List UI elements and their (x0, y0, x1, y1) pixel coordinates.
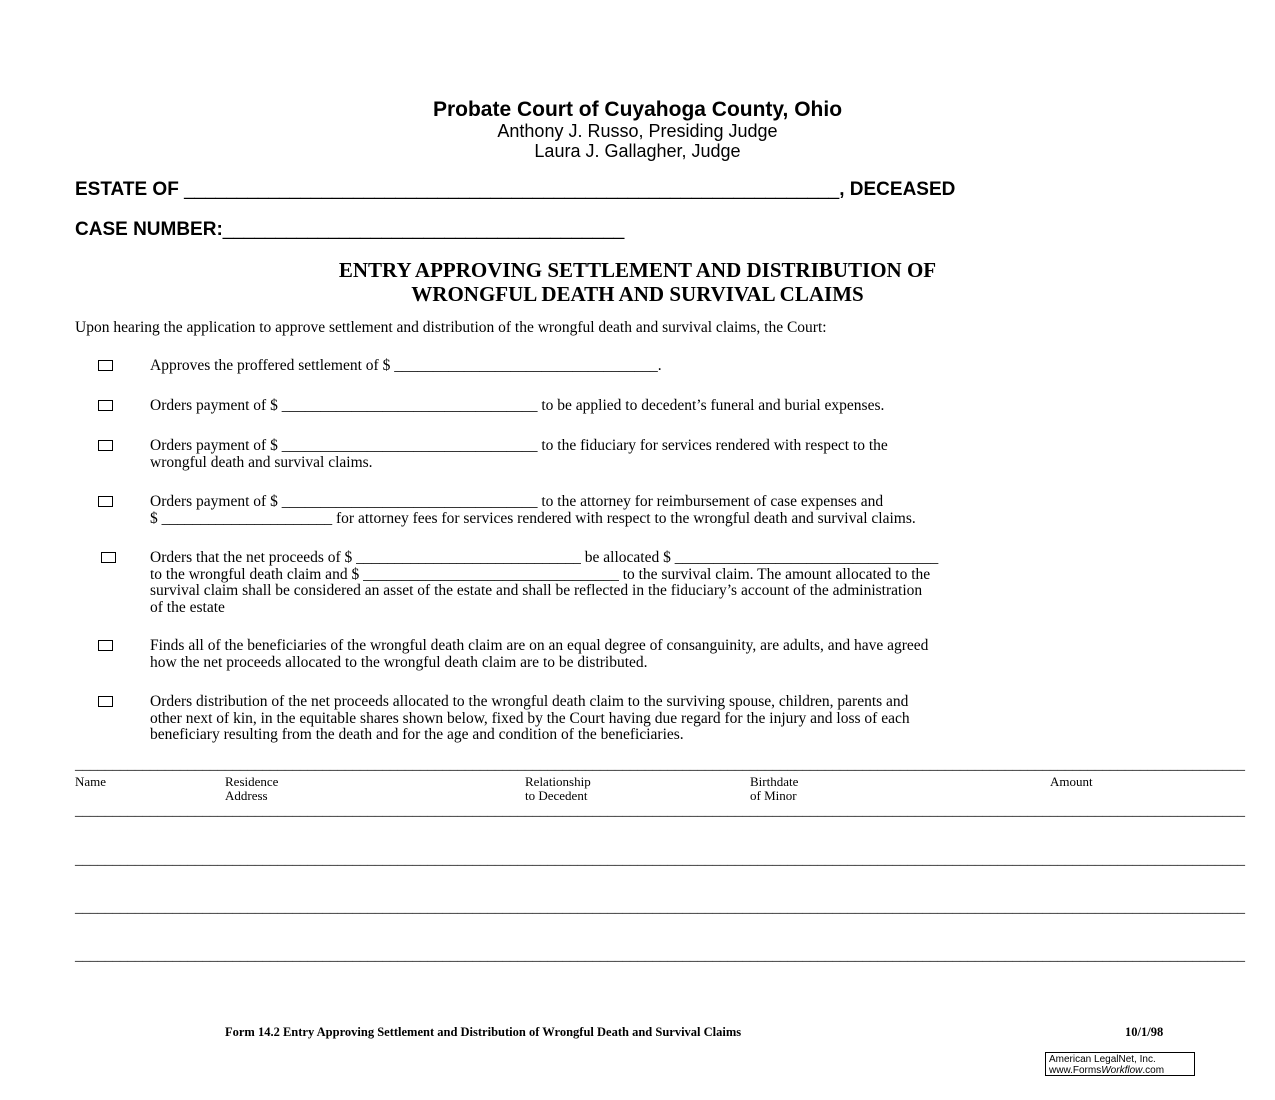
item-line: beneficiary resulting from the death and for the age and condition of the beneficiaries. (150, 726, 684, 743)
item-line: Orders distribution of the net proceeds allocated to the wrongful death claim to the surviving spouse, children, parents and (150, 693, 909, 710)
item-line: Orders that the net proceeds of $ _____________________________ be allocated $ __________________________________ (150, 549, 939, 566)
footer-form-title: Form 14.2 Entry Approving Settlement and Distribution of Wrongful Death and Survival Claims (225, 1025, 742, 1039)
judge: Laura J. Gallagher, Judge (534, 141, 741, 161)
checkbox-fiduciary-payment[interactable] (98, 440, 113, 451)
item-line: how the net proceeds allocated to the wrongful death claim are to be distributed. (150, 653, 648, 671)
badge-url-part: www.Forms (1049, 1065, 1102, 1076)
item-line: of the estate (150, 598, 225, 616)
checkbox-approve-settlement[interactable] (98, 360, 113, 371)
entry-title-line-1: ENTRY APPROVING SETTLEMENT AND DISTRIBUTION OF (338, 258, 937, 282)
intro-text: Upon hearing the application to approve settlement and distribution of the wrongful death and survival claims, the Court: (75, 319, 827, 336)
checkbox-net-proceeds-allocation[interactable] (101, 552, 116, 563)
column-relationship (525, 775, 591, 803)
item-net-proceeds-allocation (150, 550, 1205, 616)
case-number-field[interactable]: ______________________________________ (222, 219, 625, 240)
badge-company: American LegalNet, Inc. (1049, 1054, 1156, 1065)
item-line: other next of kin, in the equitable shares shown below, fixed by the Court having due regard for the injury and loss of each (150, 709, 910, 727)
badge-url-italic: Workflow (1101, 1065, 1143, 1076)
column-birthdate-line-2: of Minor (750, 788, 797, 803)
estate-line (75, 179, 1155, 201)
column-residence-line-2: Address (225, 788, 268, 803)
item-distribution-order (150, 694, 1205, 744)
checkbox-distribution-order[interactable] (98, 696, 113, 707)
item-line: survival claim shall be considered an asset of the estate and shall be reflected in the fiduciary’s account of the administration (150, 582, 923, 599)
column-name: Name (75, 774, 107, 789)
entry-title (0, 258, 1275, 306)
item-line: Finds all of the beneficiaries of the wrongful death claim are on an equal degree of consanguinity, are adults, and have agreed (150, 637, 929, 654)
checkbox-beneficiaries-agreed[interactable] (98, 640, 113, 651)
estate-label: ESTATE OF (75, 179, 179, 200)
column-birthdate-line-1: Birthdate (750, 774, 799, 789)
column-birthdate (750, 775, 798, 803)
item-line: to the wrongful death claim and $ _________________________________ to the survival claim. The amount allocated to the (150, 565, 931, 583)
item-beneficiaries-agreed (150, 638, 1205, 671)
item-fiduciary-payment (150, 438, 1205, 471)
item-line: Orders payment of $ _________________________________ to the fiduciary for services rendered with respect to the (150, 437, 888, 454)
column-relationship-line-1: Relationship (525, 774, 591, 789)
deceased-label: , DECEASED (839, 179, 956, 200)
checkbox-funeral-expenses[interactable] (98, 400, 113, 411)
presiding-judge: Anthony J. Russo, Presiding Judge (497, 121, 778, 141)
item-funeral-expenses (150, 398, 1205, 415)
item-line: wrongful death and survival claims. (150, 453, 373, 471)
table-row-rule[interactable]: ____________________________________________________________________________________________________________________________________________________________ (75, 948, 1245, 964)
column-relationship-line-2: to Decedent (525, 788, 588, 803)
item-line: $ ______________________ for attorney fees for services rendered with respect to the wrongful death and survival claims. (150, 509, 916, 527)
item-line: Orders payment of $ _________________________________ to be applied to decedent’s funeral and burial expenses. (150, 397, 885, 414)
table-row-rule[interactable]: ____________________________________________________________________________________________________________________________________________________________ (75, 852, 1245, 868)
case-number-label: CASE NUMBER: (75, 219, 223, 240)
court-title: Probate Court of Cuyahoga County, Ohio (432, 98, 843, 121)
estate-name-field[interactable]: ______________________________________________________________ (184, 179, 840, 200)
column-residence (225, 775, 278, 803)
checkbox-attorney-payment[interactable] (98, 496, 113, 507)
case-number-line (75, 219, 624, 241)
footer-form-date: 10/1/98 (1125, 1025, 1164, 1039)
badge-url (1049, 1065, 1194, 1076)
badge-url-part: .com (1142, 1065, 1165, 1076)
american-legalnet-badge (1045, 1052, 1195, 1076)
item-line: Orders payment of $ _________________________________ to the attorney for reimbursement of case expenses and (150, 493, 884, 510)
item-line: Approves the proffered settlement of $ __________________________________. (150, 357, 662, 374)
column-amount: Amount (1050, 774, 1093, 789)
entry-title-line-2: WRONGFUL DEATH AND SURVIVAL CLAIMS (411, 282, 864, 306)
table-top-rule: ____________________________________________________________________________________________________________________________________________________________ (75, 757, 1245, 773)
column-residence-line-1: Residence (225, 774, 279, 789)
item-approve-settlement (150, 358, 1205, 375)
table-row-rule[interactable]: ____________________________________________________________________________________________________________________________________________________________ (75, 803, 1245, 819)
table-row-rule[interactable]: ____________________________________________________________________________________________________________________________________________________________ (75, 900, 1245, 916)
item-attorney-payment (150, 494, 1205, 527)
